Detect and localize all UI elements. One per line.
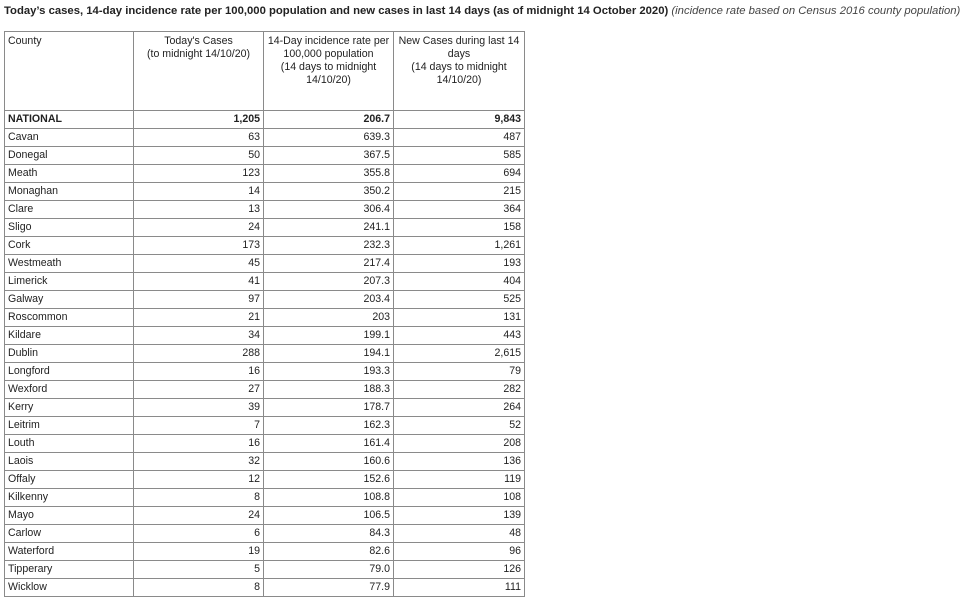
todays-cases-cell: 27 [134,381,264,399]
todays-cases-cell: 16 [134,435,264,453]
county-name-cell: Cavan [5,129,134,147]
incidence-rate-cell: 162.3 [264,417,394,435]
county-name-cell: Kerry [5,399,134,417]
county-name-cell: Dublin [5,345,134,363]
todays-cases-cell: 19 [134,543,264,561]
county-name-cell: Offaly [5,471,134,489]
table-row [5,435,525,453]
national-row [5,111,525,129]
incidence-rate-cell: 217.4 [264,255,394,273]
todays-cases-cell: 123 [134,165,264,183]
incidence-rate-cell: 203 [264,309,394,327]
table-row [5,291,525,309]
county-name-cell: Clare [5,201,134,219]
incidence-rate-cell: 203.4 [264,291,394,309]
table-row [5,489,525,507]
todays-cases-cell: 45 [134,255,264,273]
incidence-rate-cell: 108.8 [264,489,394,507]
todays-cases-cell: 5 [134,561,264,579]
incidence-rate-cell: 160.6 [264,453,394,471]
incidence-rate-cell: 350.2 [264,183,394,201]
table-body [5,111,525,597]
table-row [5,183,525,201]
county-name-cell: Mayo [5,507,134,525]
todays-cases-cell: 34 [134,327,264,345]
table-row [5,129,525,147]
new-cases-cell: 694 [394,165,525,183]
header-county-label: County [8,35,42,47]
header-county [5,32,134,111]
new-cases-cell: 136 [394,453,525,471]
incidence-rate-cell: 84.3 [264,525,394,543]
table-row [5,453,525,471]
incidence-rate-cell: 82.6 [264,543,394,561]
table-row [5,363,525,381]
new-cases-cell: 193 [394,255,525,273]
table-row [5,399,525,417]
county-name-cell: Sligo [5,219,134,237]
table-row [5,147,525,165]
new-cases-cell: 282 [394,381,525,399]
caption-title: Today’s cases, 14-day incidence rate per 100,000 population and new cases in last 14 days (as of midnight 14 October 2020) [4,5,669,17]
new-cases-cell: 1,261 [394,237,525,255]
incidence-rate-cell: 639.3 [264,129,394,147]
incidence-rate-cell: 178.7 [264,399,394,417]
todays-cases-cell: 24 [134,507,264,525]
new-cases-cell: 487 [394,129,525,147]
header-incidence-rate-sub: (14 days to midnight 14/10/20) [280,61,377,86]
county-name-cell: Westmeath [5,255,134,273]
table-row [5,201,525,219]
todays-cases-cell: 16 [134,363,264,381]
header-row [5,32,525,111]
county-name-cell: Roscommon [5,309,134,327]
todays-cases-cell: 8 [134,489,264,507]
table-row [5,471,525,489]
table-row [5,525,525,543]
county-name-cell: Limerick [5,273,134,291]
todays-cases-cell: 97 [134,291,264,309]
county-name-cell: Donegal [5,147,134,165]
table-row [5,561,525,579]
incidence-rate-cell: 241.1 [264,219,394,237]
incidence-rate-cell: 106.5 [264,507,394,525]
new-cases-cell: 2,615 [394,345,525,363]
new-cases-cell: 96 [394,543,525,561]
incidence-rate-cell: 152.6 [264,471,394,489]
caption-note: (incidence rate based on Census 2016 county population) [671,5,960,17]
new-cases-cell: 131 [394,309,525,327]
new-cases-cell: 443 [394,327,525,345]
new-cases-cell: 404 [394,273,525,291]
county-name-cell: Carlow [5,525,134,543]
header-incidence-rate-label: 14-Day incidence rate per 100,000 population [267,35,390,60]
table-caption [4,4,960,18]
national-incidence-rate: 206.7 [264,111,394,129]
incidence-rate-cell: 188.3 [264,381,394,399]
table-row [5,507,525,525]
todays-cases-cell: 21 [134,309,264,327]
todays-cases-cell: 8 [134,579,264,597]
todays-cases-cell: 32 [134,453,264,471]
incidence-rate-cell: 77.9 [264,579,394,597]
county-name-cell: Waterford [5,543,134,561]
header-new-cases-sub: (14 days to midnight 14/10/20) [411,61,507,86]
county-name-cell: Leitrim [5,417,134,435]
new-cases-cell: 525 [394,291,525,309]
new-cases-cell: 139 [394,507,525,525]
table-row [5,219,525,237]
national-label: NATIONAL [5,111,134,129]
county-name-cell: Galway [5,291,134,309]
county-name-cell: Louth [5,435,134,453]
todays-cases-cell: 50 [134,147,264,165]
table-row [5,273,525,291]
new-cases-cell: 108 [394,489,525,507]
todays-cases-cell: 41 [134,273,264,291]
new-cases-cell: 48 [394,525,525,543]
header-todays-cases [134,32,264,111]
county-cases-table [4,31,525,597]
table-row [5,543,525,561]
new-cases-cell: 52 [394,417,525,435]
todays-cases-cell: 288 [134,345,264,363]
incidence-rate-cell: 367.5 [264,147,394,165]
todays-cases-cell: 12 [134,471,264,489]
table-row [5,255,525,273]
county-name-cell: Longford [5,363,134,381]
incidence-rate-cell: 199.1 [264,327,394,345]
county-name-cell: Cork [5,237,134,255]
header-new-cases [394,32,525,111]
table-row [5,309,525,327]
new-cases-cell: 264 [394,399,525,417]
incidence-rate-cell: 194.1 [264,345,394,363]
todays-cases-cell: 7 [134,417,264,435]
incidence-rate-cell: 161.4 [264,435,394,453]
table-row [5,579,525,597]
county-name-cell: Wexford [5,381,134,399]
county-name-cell: Laois [5,453,134,471]
todays-cases-cell: 63 [134,129,264,147]
new-cases-cell: 126 [394,561,525,579]
incidence-rate-cell: 232.3 [264,237,394,255]
incidence-rate-cell: 355.8 [264,165,394,183]
county-name-cell: Kilkenny [5,489,134,507]
table-row [5,327,525,345]
header-todays-cases-label: Today's Cases [164,35,233,47]
table-row [5,165,525,183]
todays-cases-cell: 6 [134,525,264,543]
new-cases-cell: 119 [394,471,525,489]
table-row [5,237,525,255]
todays-cases-cell: 14 [134,183,264,201]
incidence-rate-cell: 193.3 [264,363,394,381]
county-name-cell: Meath [5,165,134,183]
county-name-cell: Kildare [5,327,134,345]
table-row [5,345,525,363]
county-name-cell: Monaghan [5,183,134,201]
new-cases-cell: 585 [394,147,525,165]
county-name-cell: Tipperary [5,561,134,579]
table-row [5,417,525,435]
todays-cases-cell: 173 [134,237,264,255]
header-new-cases-label: New Cases during last 14 days [398,35,520,60]
county-name-cell: Wicklow [5,579,134,597]
national-todays-cases: 1,205 [134,111,264,129]
table-row [5,381,525,399]
todays-cases-cell: 39 [134,399,264,417]
new-cases-cell: 215 [394,183,525,201]
todays-cases-cell: 13 [134,201,264,219]
todays-cases-cell: 24 [134,219,264,237]
new-cases-cell: 158 [394,219,525,237]
new-cases-cell: 208 [394,435,525,453]
incidence-rate-cell: 79.0 [264,561,394,579]
new-cases-cell: 111 [394,579,525,597]
incidence-rate-cell: 306.4 [264,201,394,219]
incidence-rate-cell: 207.3 [264,273,394,291]
national-new-cases: 9,843 [394,111,525,129]
new-cases-cell: 79 [394,363,525,381]
header-todays-cases-sub: (to midnight 14/10/20) [146,48,251,60]
header-incidence-rate [264,32,394,111]
new-cases-cell: 364 [394,201,525,219]
